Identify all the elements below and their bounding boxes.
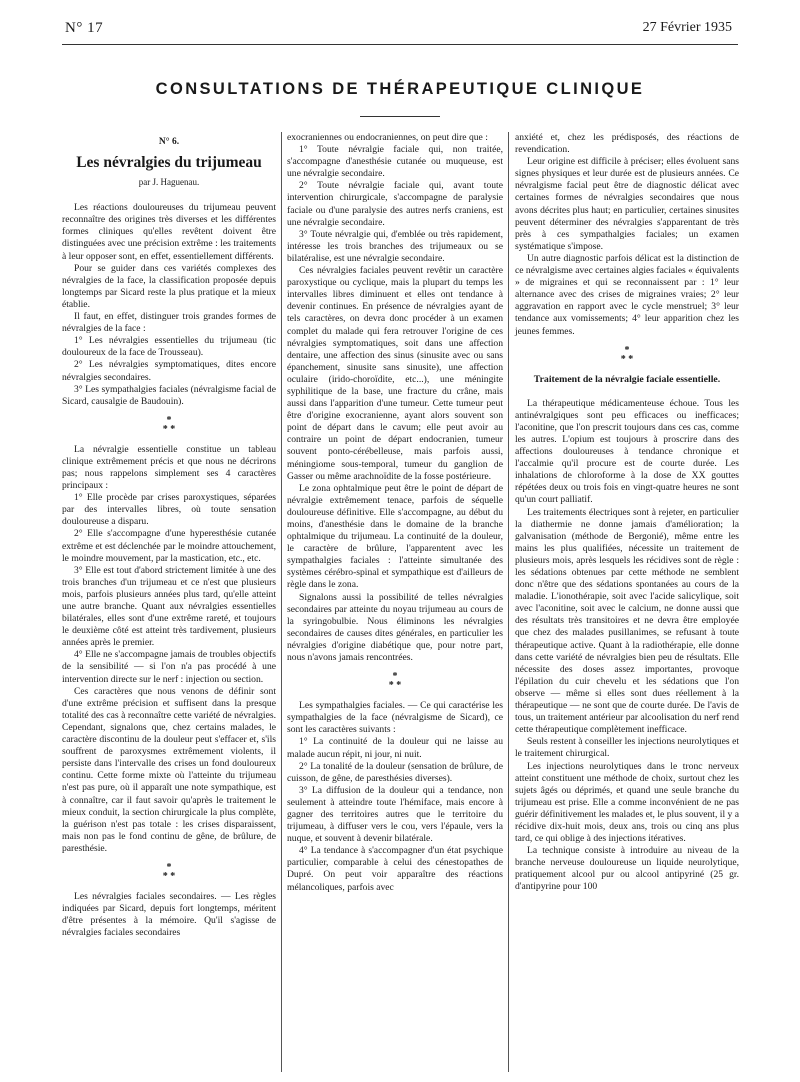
paragraph: 3° Toute névralgie qui, d'emblée ou très rapidement, intéresse les trois branches des trijumeaux ou se bilatéralise, est une névralgie secondaire. — [287, 228, 503, 264]
paragraph: Les réactions douloureuses du trijumeau peuvent reconnaître des origines très diverses et les différentes formes cliniques qu'elles revêtent doivent être distinguées avec une précision extrême : les traitements à leur opposer sont, en effet, essentiellement différents. — [62, 202, 276, 262]
paragraph: 1° La continuité de la douleur qui ne laisse au malade aucun répit, ni jour, ni nuit. — [287, 736, 503, 760]
paragraph: Les sympathalgies faciales. — Ce qui caractérise les sympathalgies de la face (névralgisme de Sicard), ce sont les caractères suivants : — [287, 700, 503, 736]
paragraph: Signalons aussi la possibilité de telles névralgies secondaires par atteinte du noyau trijumeau au cours de la syringobulbie. Nous éliminons les névralgies secondaires de causes dites générales, en particulier les névralgies d'origine diabétique que, pour notre part, nous n'avons jamais rencontrées. — [287, 591, 503, 664]
paragraph: 2° La tonalité de la douleur (sensation de brûlure, de cuisson, de gêne, de paresthésies diverses). — [287, 760, 503, 784]
paragraph: 3° Les sympathalgies faciales (névralgisme facial de Sicard, causalgie de Baudouin). — [62, 383, 276, 407]
paragraph: Les névralgies faciales secondaires. — Les règles indiquées par Sicard, depuis fort longtemps, méritent d'être présentes à la mémoire. Qu'il s'agisse de névralgies faciales secondaires — [62, 890, 276, 939]
paragraph: Ces caractères que nous venons de définir sont d'une extrême précision et suffisent dans la presque totalité des cas à reconnaître cette variété de névralgies. Cependant, signalons que, chez certains malades, le caractère discontinu de la douleur peut s'effacer et, s'ils souffrent de paroxysmes extrêmement violents, il persiste dans l'intervalle des crises un fond douloureux continu. Cette forme mixte où l'atteinte du trijumeau n'est pas pure, où il apparaît une note sympathique, est à connaître, car il faut savoir qu'après le traitement le mieux conduit, la section chirurgicale la plus complète, la guérison n'est pas totale : les crises disparaissent, mais non pas le fond continu de gêne, de brûlure, de paresthésie. — [62, 685, 276, 854]
section-separator: * * * — [388, 671, 402, 692]
article-author: par J. Haguenau. — [138, 177, 200, 188]
paragraph: 4° Elle ne s'accompagne jamais de troubles objectifs de la sensibilité — si l'on n'a pas procédé à une intervention directe sur le nerf : injection ou section. — [62, 649, 276, 685]
paragraph: exocraniennes ou endocraniennes, on peut dire que : — [287, 132, 488, 143]
paragraph: anxiété et, chez les prédisposés, des réactions de revendication. — [515, 132, 739, 156]
paragraph: 4° La tendance à s'accompagner d'un état psychique particulier, comparable à celui des cénestopathes de Dupré. On peut voir apparaître des réactions mélancoliques, parfois avec — [287, 845, 503, 893]
header-rule — [62, 44, 738, 45]
paragraph: Le zona ophtalmique peut être le point de départ de névralgie extrêmement tenace, parfois de séquelle douloureuse définitive. Elle s'accompagne, au début du moins, d'anesthésie dans le domaine de la branche ophtalmique du trijumeau. La continuité de la douleur, le caractère de brûlure, l'apparentent avec les sympathalgies faciales : l'atteinte simultanée des systèmes cérébro-spinal et sympathique est d'ailleurs de règle dans le zona. — [287, 482, 503, 591]
title-rule — [360, 116, 440, 117]
paragraph: 2° Toute névralgie faciale qui, avant toute intervention chirurgicale, s'accompagne de paralysie faciale ou d'une paralysie des autres nerfs craniens, est une névralgie secondaire. — [287, 180, 503, 228]
paragraph: 2° Les névralgies symptomatiques, dites encore névralgies secondaires. — [62, 359, 276, 383]
paragraph: Pour se guider dans ces variétés complexes des névralgies de la face, la classification proposée depuis longtemps par Sicard reste la plus pratique et la mieux établie. — [62, 262, 276, 310]
subheading: Traitement de la névralgie faciale essentielle. — [533, 373, 721, 385]
column-2 — [287, 132, 503, 894]
paragraph: 2° Elle s'accompagne d'une hyperesthésie cutanée extrême et est déclenchée par le moindre attouchement, le moindre mouvement, par la mastication, etc., etc. — [62, 528, 276, 564]
column-divider — [508, 132, 509, 1072]
paragraph: Leur origine est difficile à préciser; elles évoluent sans signes physiques et leur durée est de plusieurs années. Ce névralgisme facial peut être de diagnostic délicat avec certaines formes de névralgies secondaires que nous avons décrites plus haut; en particulier, certaines sinusites peuvent déterminer des névralgies s'apparentant de très près à ces sympathalgies faciales; un examen systématique s'impose. — [515, 156, 739, 252]
column-divider — [281, 132, 282, 1072]
article-title: Les névralgies du trijumeau — [76, 154, 262, 172]
paragraph: 1° Toute névralgie faciale qui, non traitée, s'accompagne d'anesthésie cutanée ou muqueuse, est une névralgie secondaire. — [287, 144, 503, 180]
paragraph: La névralgie essentielle constitue un tableau clinique extrêmement précis et que nous ne décrirons pas; nous rappelons simplement ses 4 caractères principaux : — [62, 443, 276, 492]
paragraph: Ces névralgies faciales peuvent revêtir un caractère paroxystique ou cyclique, mais la plupart du temps les intervalles libres diminuent et elles ont tendance à devenir continues. En présence de névralgies ayant de tels caractères, on devra donc procéder à un examen complet du malade qui fera retrouver l'origine de ces névralgies symptomatiques, soit dans une affection dentaire, une affection des sinus (sinusite avec ou sans épanchement, sinusite sans sinusite), une affection oculaire (irido-choroïdite, etc...), une méningite syphilitique de la base, une fracture du crâne, mais aussi dans l'apparition d'une tumeur. Cette tumeur peut être d'origine exocranienne, ayant alors souvent son point de départ dans le cavum; elle peut avoir au contraire un point de départ endocranien, tumeur souvent ponto-cérébelleuse, mais parfois aussi, méningiome sous-temporal, tumeur du ganglion de Gasser ou même arachnoïdite de la fosse postérieure. — [287, 265, 503, 482]
section-title: CONSULTATIONS DE THÉRAPEUTIQUE CLINIQUE — [155, 80, 645, 98]
paragraph: Les injections neurolytiques dans le tronc nerveux atteint constituent une méthode de choix, surtout chez les sujets âgés ou déprimés, et quand une seule branche du trijumeau est prise. Elle a comme inconvénient de ne pas guérir définitivement les malades et, le plus souvent, il y a récidive dix-huit mois, deux ans, trois ou cinq ans plus tard, ce qui oblige à des injections itératives. — [515, 760, 739, 845]
issue-date: 27 Février 1935 — [642, 20, 732, 35]
paragraph: 3° Elle est tout d'abord strictement limitée à une des trois branches d'un trijumeau et ce n'est que plusieurs mois, parfois plusieurs années plus tard, qu'elle atteint une autre branche. Quant aux névralgies essentielles bilatérales, elles sont d'une extrême rareté, et toujours le deuxième côté est atteint très tardivement, plusieurs années après le premier. — [62, 564, 276, 649]
paragraph: 3° La diffusion de la douleur qui a tendance, non seulement à atteindre toute l'hémiface, mais encore à gagner des territoires autres que le territoire du trijumeau, à diffuser vers le cou, vers l'épaule, vers la nuque, et souvent à devenir bilatérale. — [287, 784, 503, 845]
paragraph: 1° Elle procède par crises paroxystiques, séparées par des intervalles libres, où toute sensation douloureuse a disparu. — [62, 492, 276, 528]
section-separator: * * * — [620, 344, 634, 365]
paragraph: La thérapeutique médicamenteuse échoue. Tous les antinévralgiques sont peu efficaces ou inefficaces; l'aconitine, que l'on prescrit toujours dans ces cas, comme les autres. L'opium est toujours à proscrire dans des affections douloureuses à tendance chronique et l'accalmie qu'il procure est de courte durée. Les inhalations de chloroforme à la dose de XX gouttes répétées deux ou trois fois en vingt-quatre heures ne sont qu'un court palliatif. — [515, 397, 739, 506]
column-1 — [62, 132, 276, 939]
paragraph: La technique consiste à introduire au niveau de la branche nerveuse douloureuse un liquide neurolytique, pratiquement alcool pur ou alcool antipyriné (25 gr. d'antipyrine pour 100 — [515, 845, 739, 893]
paragraph: Seuls restent à conseiller les injections neurolytiques et le traitement chirurgical. — [515, 736, 739, 760]
paragraph: 1° Les névralgies essentielles du trijumeau (tic douloureux de la face de Trousseau). — [62, 335, 276, 359]
paragraph: Il faut, en effet, distinguer trois grandes formes de névralgies de la face : — [62, 311, 276, 335]
paragraph: Un autre diagnostic parfois délicat est la distinction de ce névralgisme avec certaines algies faciales « équivalents » de migraines et qui se reconnaissent par : 1° leur alternance avec des crises de migraines vraies; 2° leur aggravation en rapport avec le cycle menstruel; 3° leur tendance aux vomissements; 4° leur apparition chez les jeunes femmes. — [515, 252, 740, 337]
article-number: N° 6. — [158, 137, 180, 147]
column-3 — [515, 132, 739, 894]
issue-number: N° 17 — [65, 20, 104, 36]
paragraph: Les traitements électriques sont à rejeter, en particulier la diathermie ne donne jamais d'amélioration; la galvanisation (méthode de Bergonié), même entre les mains les plus qualifiées, nécessite un traitement de plusieurs mois, après lesquels les récidives sont de règle : les sédations obtenues par cette méthode ne semblent donc n'être que des sédations spontanées au cours de la maladie. L'ionothérapie, soit avec l'acide salicylique, soit avec l'aconitine, soit avec le calcium, ne donne aussi que des résultats très transitoires et ne devra être employée que chez des malades pusillanimes, se refusant à toute thérapeutique active. Quant à la radiothérapie, elle donne dans cette variété de névralgies bien peu de résultats. Elle nécessite des doses assez importantes, provoque l'épilation du cuir chevelu et les sédations que l'on observe — même si elles sont dues réellement à la thérapeutique — ne sont que de courte durée. De l'avis de tous, un traitement antérieur par alcoolisation du nerf rend cette thérapeutique complètement inefficace. — [515, 506, 739, 736]
section-separator: * * * — [162, 414, 176, 435]
section-separator: * * * — [162, 861, 176, 882]
